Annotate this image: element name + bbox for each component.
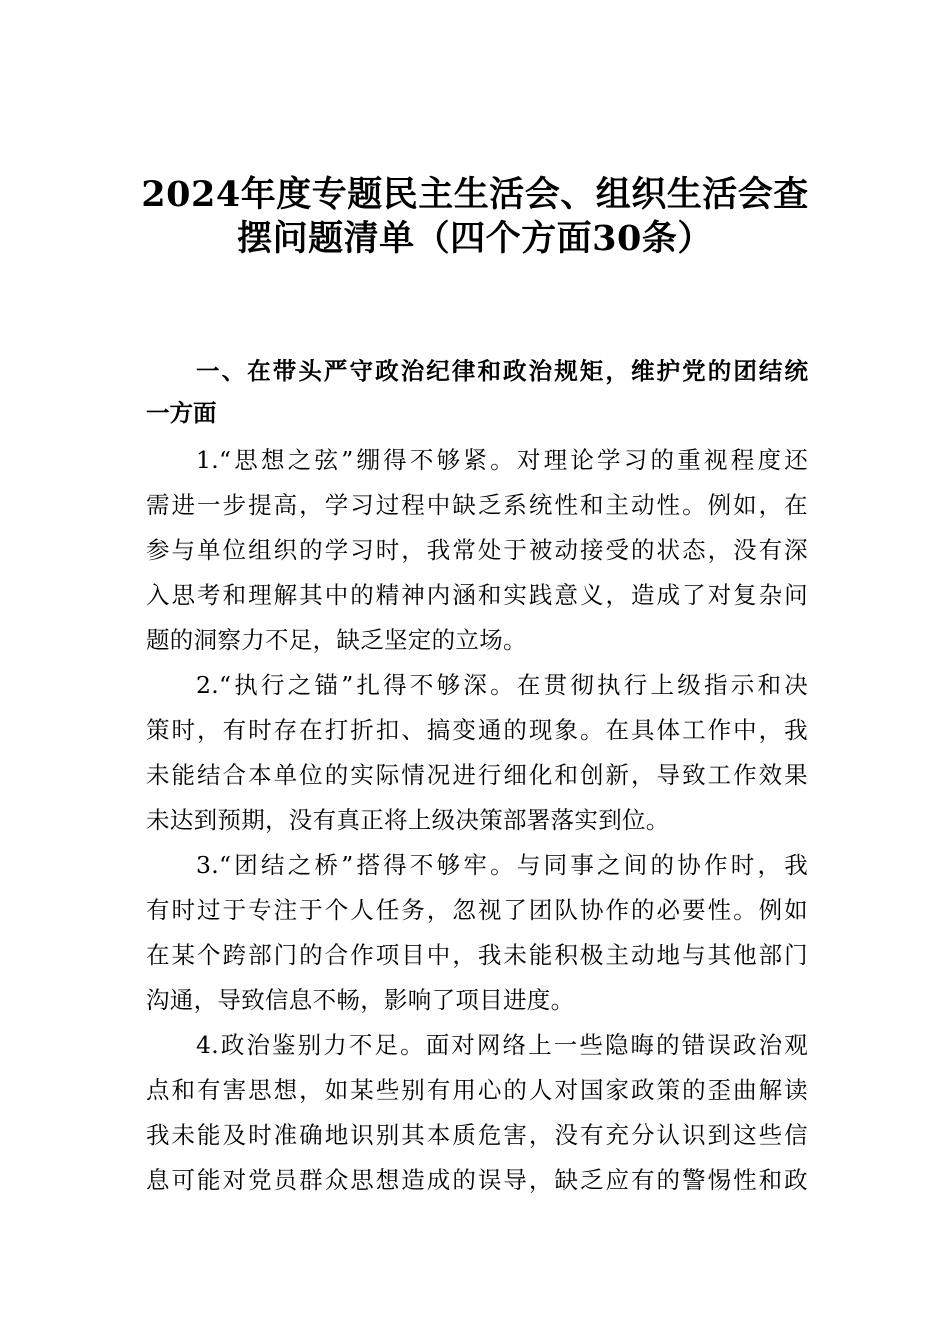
- document-title-line-2: 摆问题清单（四个方面30条）: [237, 218, 713, 259]
- section-heading-line-2: 一方面: [146, 399, 217, 427]
- paragraph-line: 题的洞察力不足，缺乏坚定的立场。: [146, 626, 527, 654]
- paragraph-line: 沟通，导致信息不畅，影响了项目进度。: [146, 986, 575, 1014]
- paragraph-line: 在某个跨部门的合作项目中，我未能积极主动地与其他部门: [146, 941, 808, 969]
- paragraph-line: 需进一步提高，学习过程中缺乏系统性和主动性。例如，在: [146, 491, 808, 519]
- paragraph-line: 未达到预期，没有真正将上级决策部署落实到位。: [146, 806, 670, 834]
- paragraph-line: 息可能对党员群众思想造成的误导，缺乏应有的警惕性和政: [146, 1166, 808, 1194]
- paragraph-line: 2.“执行之锚”扎得不够深。在贯彻执行上级指示和决: [196, 671, 808, 699]
- paragraph-line: 参与单位组织的学习时，我常处于被动接受的状态，没有深: [146, 536, 808, 564]
- paragraph-line: 有时过于专注于个人任务，忽视了团队协作的必要性。例如: [146, 896, 808, 924]
- paragraph-line: 1.“思想之弦”绷得不够紧。对理论学习的重视程度还: [196, 446, 808, 474]
- paragraph-line: 入思考和理解其中的精神内涵和实践意义，造成了对复杂问: [146, 581, 808, 609]
- paragraph-line: 4.政治鉴别力不足。面对网络上一些隐晦的错误政治观: [196, 1031, 808, 1059]
- paragraph-line: 3.“团结之桥”搭得不够牢。与同事之间的协作时，我: [196, 851, 808, 879]
- document-title-line-1: 2024年度专题民主生活会、组织生活会查: [141, 174, 809, 215]
- paragraph-line: 点和有害思想，如某些别有用心的人对国家政策的歪曲解读: [146, 1076, 808, 1104]
- paragraph-line: 我未能及时准确地识别其本质危害，没有充分认识到这些信: [146, 1121, 808, 1149]
- paragraph-line: 策时，有时存在打折扣、搞变通的现象。在具体工作中，我: [146, 716, 808, 744]
- section-heading-line-1: 一、在带头严守政治纪律和政治规矩，维护党的团结统: [196, 357, 808, 385]
- paragraph-line: 未能结合本单位的实际情况进行细化和创新，导致工作效果: [146, 761, 808, 789]
